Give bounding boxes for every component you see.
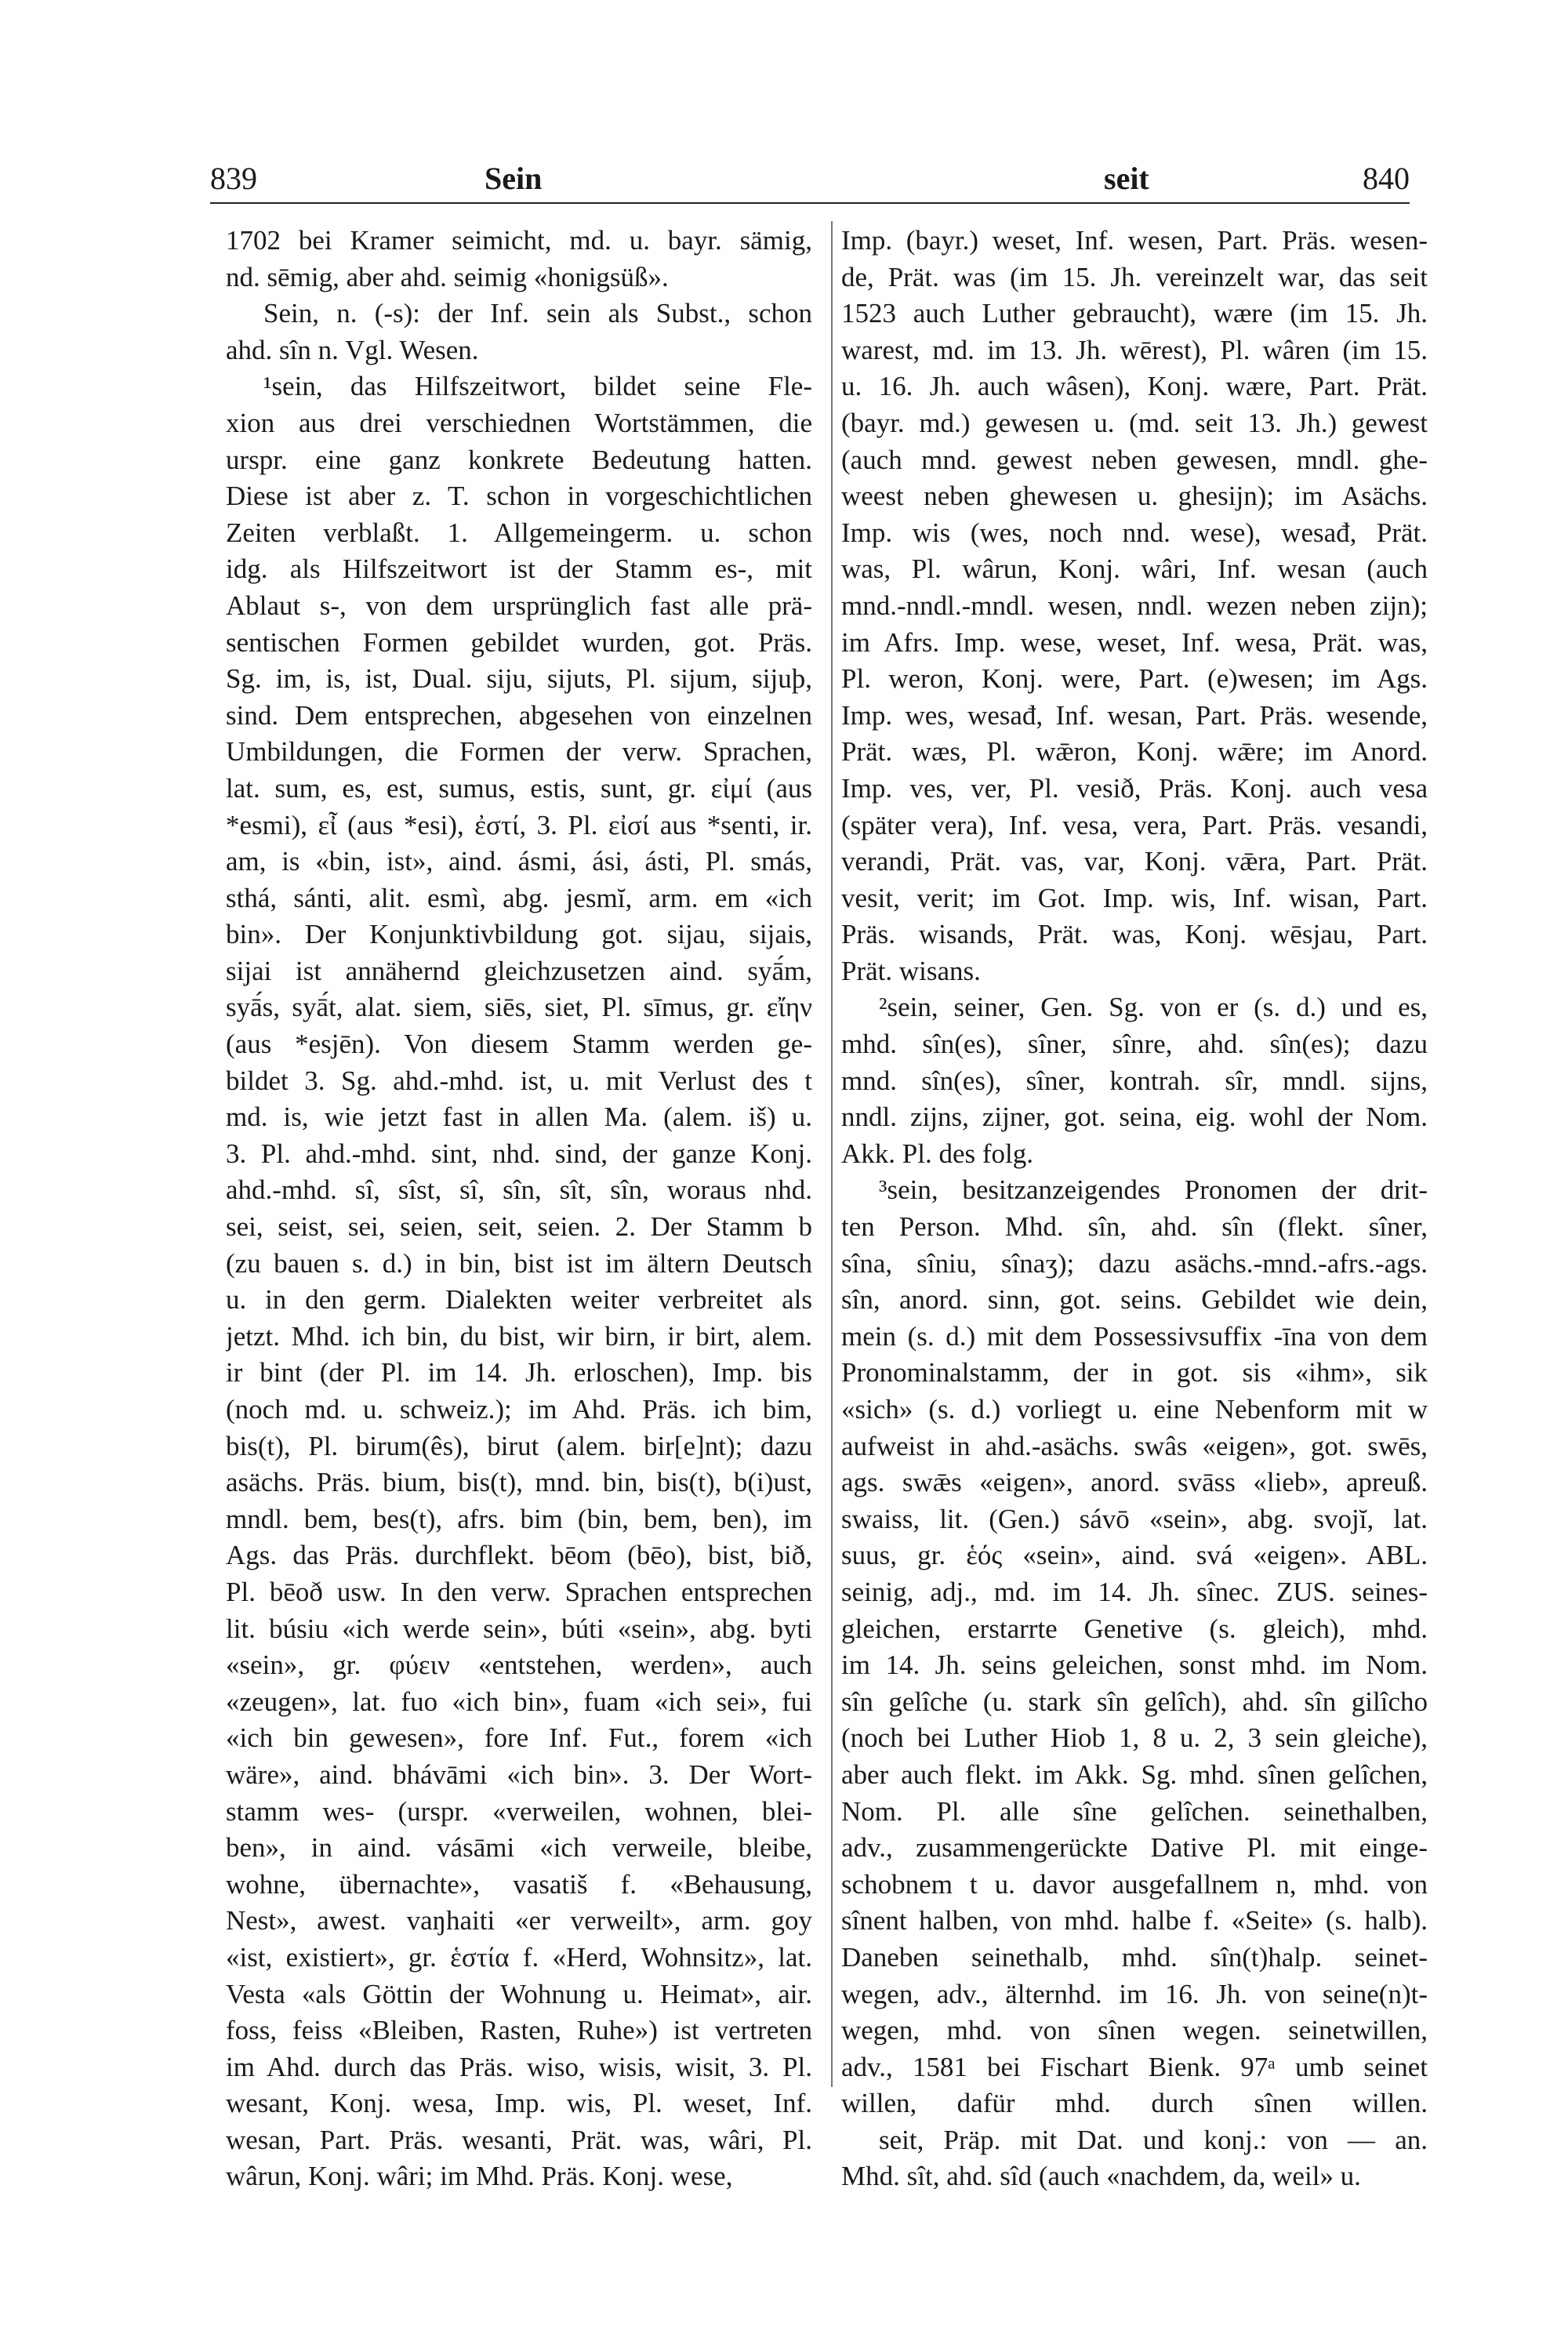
- text-line: u. in den germ. Dialekten weiter verbreitet als: [226, 1284, 812, 1316]
- text-line: sei, seist, sei, seien, seit, seien. 2. Der Stamm b: [226, 1211, 812, 1243]
- text-line: mnd. sîn(es), sîner, kontrah. sîr, mndl. sijns,: [841, 1065, 1428, 1096]
- text-line: Imp. (bayr.) weset, Inf. wesen, Part. Präs. wesen-: [841, 225, 1428, 256]
- text-line: Diese ist aber z. T. schon in vorgeschichtlichen: [226, 481, 812, 512]
- text-line: (noch bei Luther Hiob 1, 8 u. 2, 3 sein gleiche),: [841, 1722, 1428, 1754]
- text-line: wegen, mhd. von sînen wegen. seinetwillen,: [841, 2015, 1428, 2046]
- text-line: aufweist in ahd.-asächs. swâs «eigen», got. swēs,: [841, 1430, 1428, 1461]
- text-line: Vesta «als Göttin der Wohnung u. Heimat», air.: [226, 1978, 812, 2009]
- text-line: ahd. sîn n. Vgl. Wesen.: [226, 334, 479, 365]
- text-line: mndl. bem, bes(t), afrs. bim (bin, bem, ben), im: [226, 1503, 812, 1534]
- text-line: Pronominalstamm, der in got. sis «ihm», sik: [841, 1357, 1428, 1388]
- text-line: im 14. Jh. seins geleichen, sonst mhd. im Nom.: [841, 1650, 1428, 1681]
- text-line: was, Pl. wârun, Konj. wâri, Inf. wesan (auch: [841, 554, 1428, 585]
- text-line: Ablaut s-, von dem ursprünglich fast alle prä-: [226, 590, 812, 621]
- text-line: asächs. Präs. bium, bis(t), mnd. bin, bis(t), b(i)ust,: [226, 1467, 812, 1498]
- text-line: schobnem t u. davor ausgefallnem n, mhd. von: [841, 1868, 1428, 1900]
- text-line: (später vera), Inf. vesa, vera, Part. Präs. vesandi,: [841, 809, 1428, 840]
- text-line: 3. Pl. ahd.-mhd. sint, nhd. sind, der ganze Konj.: [226, 1138, 812, 1169]
- text-line: vesit, verit; im Got. Imp. wis, Inf. wisan, Part.: [841, 882, 1428, 913]
- text-line: wesant, Konj. wesa, Imp. wis, Pl. weset, Inf.: [226, 2088, 812, 2119]
- text-line: sthá, sánti, alit. esmì, abg. jesmĭ, arm. em «ich: [226, 882, 812, 913]
- text-line: xion aus drei verschiednen Wortstämmen, die: [226, 407, 812, 438]
- text-line: Pl. bēoð usw. In den verw. Sprachen entsprechen: [226, 1576, 812, 1607]
- text-line: (bayr. md.) gewesen u. (md. seit 13. Jh.) gewest: [841, 407, 1428, 438]
- page-number-right: 840: [1363, 161, 1410, 196]
- text-line: Präs. wisands, Prät. was, Konj. wēsjau, Part.: [841, 919, 1428, 950]
- text-line: sind. Dem entsprechen, abgesehen von einzelnen: [226, 699, 812, 731]
- text-line: Mhd. sît, ahd. sîd (auch «nachdem, da, weil» u.: [841, 2161, 1361, 2192]
- text-line: seit, Präp. mit Dat. und konj.: von — an.: [879, 2124, 1428, 2155]
- page-number-left: 839: [210, 161, 257, 196]
- header-rule: [210, 202, 1410, 204]
- text-line: sînent halben, von mhd. halbe f. «Seite» (s. halb).: [841, 1905, 1428, 1936]
- text-line: wârun, Konj. wâri; im Mhd. Präs. Konj. wese,: [226, 2161, 733, 2192]
- running-header: [210, 155, 1410, 202]
- text-line: sentischen Formen gebildet wurden, got. Präs.: [226, 626, 812, 658]
- text-line: de, Prät. was (im 15. Jh. vereinzelt war, das seit: [841, 261, 1428, 292]
- text-line: jetzt. Mhd. ich bin, du bist, wir birn, ir birt, alem.: [226, 1320, 812, 1352]
- text-line: Akk. Pl. des folg.: [841, 1138, 1033, 1169]
- text-line: ²sein, seiner, Gen. Sg. von er (s. d.) und es,: [879, 992, 1428, 1023]
- text-line: im Ahd. durch das Präs. wiso, wisis, wisit, 3. Pl.: [226, 2051, 812, 2082]
- text-line: bildet 3. Sg. ahd.-mhd. ist, u. mit Verlust des t: [226, 1065, 812, 1096]
- text-line: wohne, übernachte», vasatiš f. «Behausung,: [226, 1868, 812, 1900]
- text-line: mnd.-nndl.-mndl. wesen, nndl. wezen neben zijn);: [841, 590, 1428, 621]
- text-line: (auch mnd. gewest neben gewesen, mndl. ghe-: [841, 444, 1428, 475]
- text-line: sîna, sîniu, sînaʒ); dazu asächs.-mnd.-afrs.-ags.: [841, 1247, 1428, 1279]
- text-line: warest, md. im 13. Jh. wērest), Pl. wâren (im 15.: [841, 334, 1428, 365]
- text-line: urspr. eine ganz konkrete Bedeutung hatten.: [226, 444, 812, 475]
- text-line: nd. sēmig, aber ahd. seimig «honigsüß».: [226, 261, 669, 292]
- text-line: Prät. wisans.: [841, 955, 981, 986]
- text-line: willen, dafür mhd. durch sînen willen.: [841, 2088, 1428, 2119]
- text-line: wegen, adv., älternhd. im 16. Jh. von seine(n)t-: [841, 1978, 1428, 2009]
- text-line: mhd. sîn(es), sîner, sînre, ahd. sîn(es); dazu: [841, 1029, 1428, 1060]
- text-line: sîn, anord. sinn, got. seins. Gebildet wie dein,: [841, 1284, 1428, 1316]
- text-line: Pl. weron, Konj. were, Part. (e)wesen; im Ags.: [841, 663, 1428, 695]
- text-line: (aus *esjēn). Von diesem Stamm werden ge-: [226, 1029, 812, 1060]
- text-line: «sein», gr. φύειν «entstehen, werden», auch: [226, 1650, 812, 1681]
- text-line: Sg. im, is, ist, Dual. siju, sijuts, Pl. sijum, sijuþ,: [226, 663, 812, 695]
- text-line: ags. swǣs «eigen», anord. svāss «lieb», apreuß.: [841, 1467, 1428, 1498]
- text-line: Prät. wæs, Pl. wǣron, Konj. wǣre; im Anord.: [841, 736, 1428, 768]
- text-line: ¹sein, das Hilfszeitwort, bildet seine Fle-: [263, 371, 812, 402]
- text-line: *esmi), εἶ (aus *esi), ἐστί, 3. Pl. εἰσί aus *senti, ir.: [226, 809, 812, 840]
- text-line: Ags. das Präs. durchflekt. bēom (bēo), bist, bið,: [226, 1540, 812, 1571]
- text-line: ir bint (der Pl. im 14. Jh. erloschen), Imp. bis: [226, 1357, 812, 1388]
- text-line: nndl. zijns, zijner, got. seina, eig. wohl der Nom.: [841, 1102, 1428, 1133]
- text-line: Sein, n. (-s): der Inf. sein als Subst., schon: [263, 298, 812, 329]
- right-column: [841, 223, 1428, 2195]
- text-line: foss, feiss «Bleiben, Rasten, Ruhe») ist vertreten: [226, 2015, 812, 2046]
- text-line: 1702 bei Kramer seimicht, md. u. bayr. sämig,: [226, 225, 812, 256]
- text-line: u. 16. Jh. auch wâsen), Konj. wære, Part. Prät.: [841, 371, 1428, 402]
- text-line: aber auch flekt. im Akk. Sg. mhd. sînen gelîchen,: [841, 1759, 1428, 1790]
- text-line: Umbildungen, die Formen der verw. Sprachen,: [226, 736, 812, 768]
- text-line: (zu bauen s. d.) in bin, bist ist im ältern Deutsch: [226, 1247, 812, 1279]
- text-line: Imp. wes, wesađ, Inf. wesan, Part. Präs. wesende,: [841, 699, 1428, 731]
- text-line: Zeiten verblaßt. 1. Allgemeingerm. u. schon: [226, 517, 812, 548]
- text-line: Imp. ves, ver, Pl. vesið, Präs. Konj. auch vesa: [841, 772, 1428, 804]
- text-line: bin». Der Konjunktivbildung got. sijau, sijais,: [226, 919, 812, 950]
- text-line: lit. búsiu «ich werde sein», búti «sein», abg. byti: [226, 1613, 812, 1644]
- text-line: weest neben ghewesen u. ghesijn); im Asächs.: [841, 481, 1428, 512]
- text-line: syā́s, syā́t, alat. siem, siēs, siet, Pl. sīmus, gr. εἴην: [226, 992, 812, 1023]
- text-line: ahd.-mhd. sî, sîst, sî, sîn, sît, sîn, woraus nhd.: [226, 1174, 812, 1206]
- text-line: im Afrs. Imp. wese, weset, Inf. wesa, Prät. was,: [841, 626, 1428, 658]
- text-line: sijai ist annähernd gleichzusetzen aind. syā́m,: [226, 955, 812, 986]
- text-line: ten Person. Mhd. sîn, ahd. sîn (flekt. sîner,: [841, 1211, 1428, 1243]
- catchword-right: seit: [1104, 161, 1149, 196]
- text-line: wesan, Part. Präs. wesanti, Prät. was, wâri, Pl.: [226, 2124, 812, 2155]
- text-line: Nom. Pl. alle sîne gelîchen. seinethalben,: [841, 1795, 1428, 1827]
- catchword-left: Sein: [485, 161, 543, 196]
- text-line: adv., zusammengerückte Dative Pl. mit einge-: [841, 1832, 1428, 1864]
- text-line: ben», in aind. vásāmi «ich verweile, bleibe,: [226, 1832, 812, 1864]
- text-line: sîn gelîche (u. stark sîn gelîch), ahd. sîn gilîcho: [841, 1686, 1428, 1717]
- text-line: ³sein, besitzanzeigendes Pronomen der drit-: [879, 1174, 1428, 1206]
- text-line: Nest», awest. vaŋhaiti «er verweilt», arm. goy: [226, 1905, 812, 1936]
- text-line: «zeugen», lat. fuo «ich bin», fuam «ich sei», fui: [226, 1686, 812, 1717]
- text-line: 1523 auch Luther gebraucht), wære (im 15. Jh.: [841, 298, 1428, 329]
- text-line: lat. sum, es, est, sumus, estis, sunt, gr. εἰμί (aus: [226, 772, 812, 804]
- text-line: idg. als Hilfszeitwort ist der Stamm es-, mit: [226, 554, 812, 585]
- text-line: mein (s. d.) mit dem Possessivsuffix -īna von dem: [841, 1320, 1428, 1352]
- text-line: Imp. wis (wes, noch nnd. wese), wesađ, Prät.: [841, 517, 1428, 548]
- text-line: seinig, adj., md. im 14. Jh. sînec. ZUS. seines-: [841, 1576, 1428, 1607]
- column-divider: [831, 221, 833, 2087]
- text-line: «ist, existiert», gr. ἑστία f. «Herd, Wohnsitz», lat.: [226, 1941, 812, 1973]
- text-line: swaiss, lit. (Gen.) sávō «sein», abg. svojĭ, lat.: [841, 1503, 1428, 1534]
- text-line: «ich bin gewesen», fore Inf. Fut., forem «ich: [226, 1722, 812, 1754]
- text-line: suus, gr. ἑός «sein», aind. svá «eigen». ABL.: [841, 1540, 1428, 1571]
- left-column: [226, 223, 812, 2195]
- text-line: (noch md. u. schweiz.); im Ahd. Präs. ich bim,: [226, 1394, 812, 1425]
- text-line: adv., 1581 bei Fischart Bienk. 97ᵃ umb seinet: [841, 2051, 1428, 2082]
- text-line: gleichen, erstarrte Genetive (s. gleich), mhd.: [841, 1613, 1428, 1644]
- text-line: Daneben seinethalb, mhd. sîn(t)halp. seinet-: [841, 1941, 1428, 1973]
- text-line: md. is, wie jetzt fast in allen Ma. (alem. iš) u.: [226, 1102, 812, 1133]
- text-line: verandi, Prät. vas, var, Konj. vǣra, Part. Prät.: [841, 846, 1428, 877]
- text-line: am, is «bin, ist», aind. ásmi, ási, ásti, Pl. smás,: [226, 846, 812, 877]
- text-line: wäre», aind. bhávāmi «ich bin». 3. Der Wort-: [226, 1759, 812, 1790]
- text-line: stamm wes- (urspr. «verweilen, wohnen, blei-: [226, 1795, 812, 1827]
- text-line: «sich» (s. d.) vorliegt u. eine Nebenform mit w: [841, 1394, 1428, 1425]
- text-line: bis(t), Pl. birum(ês), birut (alem. bir[e]nt); dazu: [226, 1430, 812, 1461]
